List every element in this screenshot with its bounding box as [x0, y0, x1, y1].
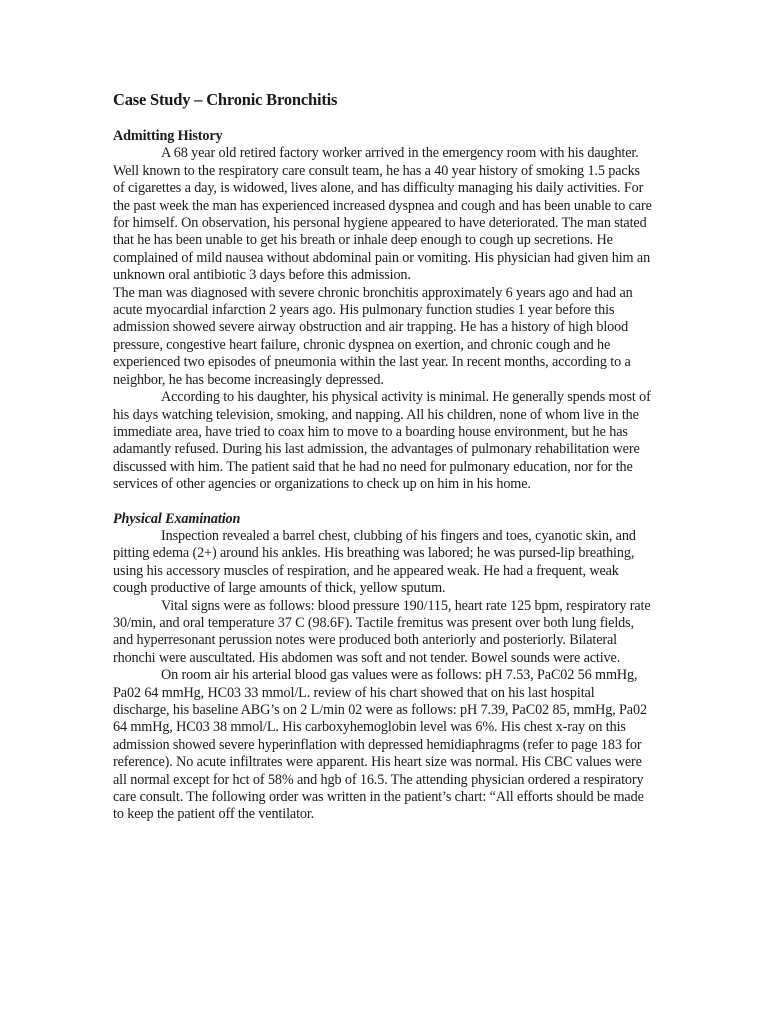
section-admitting-history: [113, 128, 653, 494]
paragraph: Vital signs were as follows: blood pressure 190/115, heart rate 125 bpm, respiratory rate 30/min, and oral temperature 37 C (98.6F). Tactile fremitus was present over both lung fields, and hyperresonant perussion notes were produced both anteriorly and posteriorly. Bilateral rhonchi were auscultated. His abdomen was soft and not tender. Bowel sounds were active.: [113, 597, 651, 666]
section-spacer: [113, 494, 653, 511]
section-heading: Physical Examination: [113, 510, 241, 527]
paragraph: On room air his arterial blood gas values were as follows: pH 7.53, PaC02 56 mmHg, Pa02 64 mmHg, HC03 33 mmol/L. review of his chart showed that on his last hospital discharge, his baseline ABG’s on 2 L/min 02 were as follows: pH 7.39, PaC02 85, mmHg, Pa02 64 mmHg, HC03 38 mmol/L. His carboxyhemoglobin level was 6%. His chest x-ray on this admission showed severe hyperinflation with depressed hemidiaphragms (refer to page 183 for reference). No acute infiltrates were apparent. His heart size was normal. His CBC values were all normal except for hct of 58% and hgb of 16.5. The attending physician ordered a respiratory care consult. The following order was written in the patient’s chart: “All efforts should be made to keep the patient off the ventilator.: [113, 667, 647, 823]
paragraph: The man was diagnosed with severe chronic bronchitis approximately 6 years ago and had an acute myocardial infarction 2 years ago. His pulmonary function studies 1 year before this admission showed severe airway obstruction and air trapping. He has a history of high blood pressure, congestive heart failure, chronic dyspnea on exertion, and chronic cough and he experienced two episodes of pneumonia within the last year. In recent months, according to a neighbor, he has become increasingly depressed.: [113, 284, 633, 388]
section-heading: Admitting History: [113, 128, 223, 144]
document-title: Case Study – Chronic Bronchitis: [113, 90, 338, 109]
paragraph: A 68 year old retired factory worker arrived in the emergency room with his daughter. Well known to the respiratory care consult team, he has a 40 year history of smoking 1.5 packs of cigarettes a day, is widowed, lives alone, and has difficulty managing his daily activities. For the past week the man has experienced increased dyspnea and cough and has been unable to care for himself. On observation, his personal hygiene appeared to have deteriorated. The man stated that he has been unable to get his breath or inhale deep enough to cough up secretions. He complained of mild nausea without abdominal pain or vomiting. His physician had given him an unknown oral antibiotic 3 days before this admission.: [113, 145, 652, 284]
paragraph: Inspection revealed a barrel chest, clubbing of his fingers and toes, cyanotic skin, and pitting edema (2+) around his ankles. His breathing was labored; he was pursed-lip breathing, using his accessory muscles of respiration, and he appeared weak. He had a frequent, weak cough productive of large amounts of thick, yellow sputum.: [113, 527, 636, 597]
section-physical-examination: [113, 511, 653, 824]
paragraph: According to his daughter, his physical activity is minimal. He generally spends most of his days watching television, smoking, and napping. All his children, none of whom live in the immediate area, have tried to coax him to move to a boarding house environment, but he has adamantly refused. During his last admission, the advantages of pulmonary rehabilitation were discussed with him. The patient said that he had no need for pulmonary education, nor for the services of other agencies or organizations to check up on him in his home.: [113, 389, 651, 493]
document-page: [113, 90, 653, 824]
